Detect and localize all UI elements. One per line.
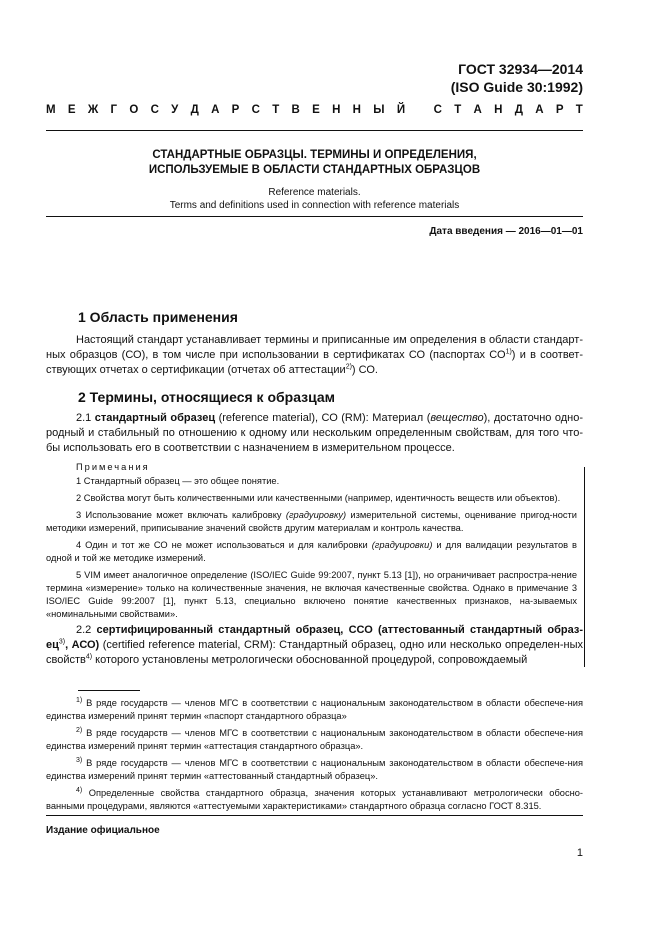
introduction-date: Дата введения — 2016—01—01	[429, 226, 583, 237]
note-3-b: измерительной системы, оценивание пригод-ности методики измерений, приписывание значений свойств другим материалам и контроль качества.	[46, 510, 577, 533]
clause-2-2-text-b: которого установлены метрологически обоснованной процедурой, сопровождаемый	[92, 654, 528, 666]
banner-letter: С	[433, 104, 442, 116]
banner-letter: А	[535, 104, 544, 116]
banner-letter: М	[46, 104, 56, 116]
change-bar	[584, 467, 585, 667]
footnotes-block	[46, 697, 583, 813]
note-4-italic: (градуировки)	[371, 540, 433, 550]
footnote	[46, 757, 583, 783]
note-2: 2 Свойства могут быть количественными или качественными (например, идентичность веществ или объектов).	[76, 493, 561, 503]
clause-2-1-synonym: вещество	[430, 412, 484, 424]
interstate-standard-banner	[46, 104, 583, 116]
official-edition-label: Издание официальное	[46, 825, 160, 836]
banner-letter: У	[171, 104, 179, 116]
footnote-ref-4[interactable]: 4)	[85, 653, 93, 661]
clause-2-2-number: 2.2	[76, 624, 92, 636]
banner-letter: Д	[190, 104, 199, 116]
banner-letter: Е	[312, 104, 320, 116]
note-5: 5 VIM имеет аналогичное определение (ISO/IEC Guide 99:2007, пункт 5.13 [1]), но ограничивает распростра-нение термина «измерение» только на количественные значения, не включая качественные свойства. Однако в примечание 3 ISO/IEC Guide 99:2007 [1], пункт 5.13, специально включено понятие качественных признаков, на-зываемых «номинальными свойствами».	[46, 570, 577, 619]
document-title-line2: ИСПОЛЬЗУЕМЫЕ В ОБЛАСТИ СТАНДАРТНЫХ ОБРАЗЦОВ	[148, 164, 481, 176]
standard-code	[451, 60, 583, 96]
banner-letter: Ж	[87, 104, 99, 116]
note-4-b: и для валидации результатов в одной и той же методике измерений.	[46, 540, 577, 563]
footnote-text: Определенные свойства стандартного образца, значения которых устанавливают метрологически обосно-ванными процедурами, являются «аттестуемыми характеристиками» стандартного образца согласно ГОСТ 8.315.	[46, 788, 583, 811]
note-3-italic: (градуировку)	[285, 510, 347, 520]
banner-letter: С	[251, 104, 260, 116]
note-4-a: 4 Один и тот же СО не может использоваться и для калибровки	[76, 540, 372, 550]
clause-2-1-number: 2.1	[76, 412, 92, 424]
banner-letter: Н	[352, 104, 361, 116]
notes-label: Примечания	[76, 462, 150, 472]
footnote	[46, 787, 583, 813]
clause-2-1	[46, 411, 583, 456]
header-rule	[46, 130, 583, 131]
banner-letter: Е	[67, 104, 76, 116]
note-3-a: 3 Использование может включать калибровку	[76, 510, 286, 520]
banner-letter: Т	[454, 104, 462, 116]
banner-letter: Т	[272, 104, 280, 116]
section-1-heading: 1 Область применения	[78, 309, 238, 325]
banner-letter: Т	[575, 104, 583, 116]
banner-letter: В	[291, 104, 300, 116]
english-title-line1: Reference materials.	[268, 187, 361, 198]
banner-letter: Г	[110, 104, 118, 116]
banner-letter: А	[473, 104, 482, 116]
page-number: 1	[576, 847, 583, 859]
note-1: 1 Стандартный образец — это общее понятие.	[76, 476, 280, 486]
footnote	[46, 727, 583, 753]
standard-code-iso: (ISO Guide 30:1992)	[450, 79, 583, 95]
document-title	[46, 148, 583, 178]
section-1-text-a: Настоящий стандарт устанавливает термины и приписанные им определения в области стандарт-ных образцов (СО), в том числе при использовании в сертификатах СО (паспортах СО	[46, 334, 583, 361]
banner-letter: Н	[494, 104, 503, 116]
banner-letter: А	[211, 104, 220, 116]
banner-letter: Й	[396, 104, 406, 116]
banner-letter: С	[150, 104, 159, 116]
footnote-text: В ряде государств — членов МГС в соответствии с национальным законодательством в области обеспече-ния единства измерений принят термин «аттестованный стандартный образец».	[46, 758, 583, 781]
english-title	[46, 186, 583, 212]
standard-code-gost: ГОСТ 32934—2014	[458, 61, 583, 77]
clause-2-2	[46, 623, 583, 668]
footnote-ref-3[interactable]: 3)	[58, 638, 66, 646]
clause-2-2-term-b: , АСО)	[65, 639, 100, 651]
footnote-mark: 1)	[76, 696, 83, 704]
title-rule	[46, 216, 583, 217]
footnote-mark: 2)	[76, 726, 83, 734]
footer-rule	[46, 815, 583, 816]
notes-block	[46, 461, 577, 621]
section-1-text-c: ) СО.	[351, 364, 378, 376]
footnote-mark: 4)	[76, 786, 83, 794]
footnote-text: В ряде государств — членов МГС в соответствии с национальным законодательством в области обеспече-ния единства измерений принят термин «аттестация стандартного образца».	[46, 728, 583, 751]
clause-2-1-text-a: (reference material), СО (RM): Материал (	[215, 412, 431, 424]
clause-2-1-term: стандартный образец	[94, 412, 216, 424]
section-2-heading: 2 Термины, относящиеся к образцам	[78, 389, 336, 405]
banner-letter	[417, 104, 421, 116]
banner-letter: Р	[555, 104, 564, 116]
banner-letter: Ы	[373, 104, 385, 116]
clause-2-1-text-b: ), достаточно одно-родный и стабильный по отношению к одному или нескольким определенным свойствам, для того что-бы использовать его в соответствии с назначением в измерительном процессе.	[46, 412, 584, 454]
footnote-ref-1[interactable]: 1)	[505, 348, 512, 356]
section-1-paragraph	[46, 333, 583, 378]
clause-2-2-term-a: сертифицированный стандартный образец, ССО (аттестованный стандартный образ-ец	[46, 624, 583, 651]
footnote-separator	[78, 690, 140, 691]
banner-letter: Д	[514, 104, 523, 116]
banner-letter: Н	[332, 104, 341, 116]
banner-letter: Р	[231, 104, 240, 116]
footnote-ref-2[interactable]: 2)	[345, 363, 352, 371]
footnote	[46, 697, 583, 723]
english-title-line2: Terms and definitions used in connection with reference materials	[169, 200, 460, 211]
section-1-text-b: ) и в соответ-ствующих отчетах о сертификации (отчетах об аттестации	[46, 349, 583, 376]
clause-2-2-text-a: (certified reference material, CRM): Стандартный образец, одно или несколько определен-ных свойств	[46, 639, 584, 666]
footnote-mark: 3)	[76, 756, 83, 764]
document-title-line1: СТАНДАРТНЫЕ ОБРАЗЦЫ. ТЕРМИНЫ И ОПРЕДЕЛЕНИЯ,	[152, 149, 477, 161]
footnote-text: В ряде государств — членов МГС в соответствии с национальным законодательством в области обеспече-ния единства измерений принят термин «паспорт стандартного образца»	[46, 698, 583, 721]
banner-letter: О	[129, 104, 139, 116]
